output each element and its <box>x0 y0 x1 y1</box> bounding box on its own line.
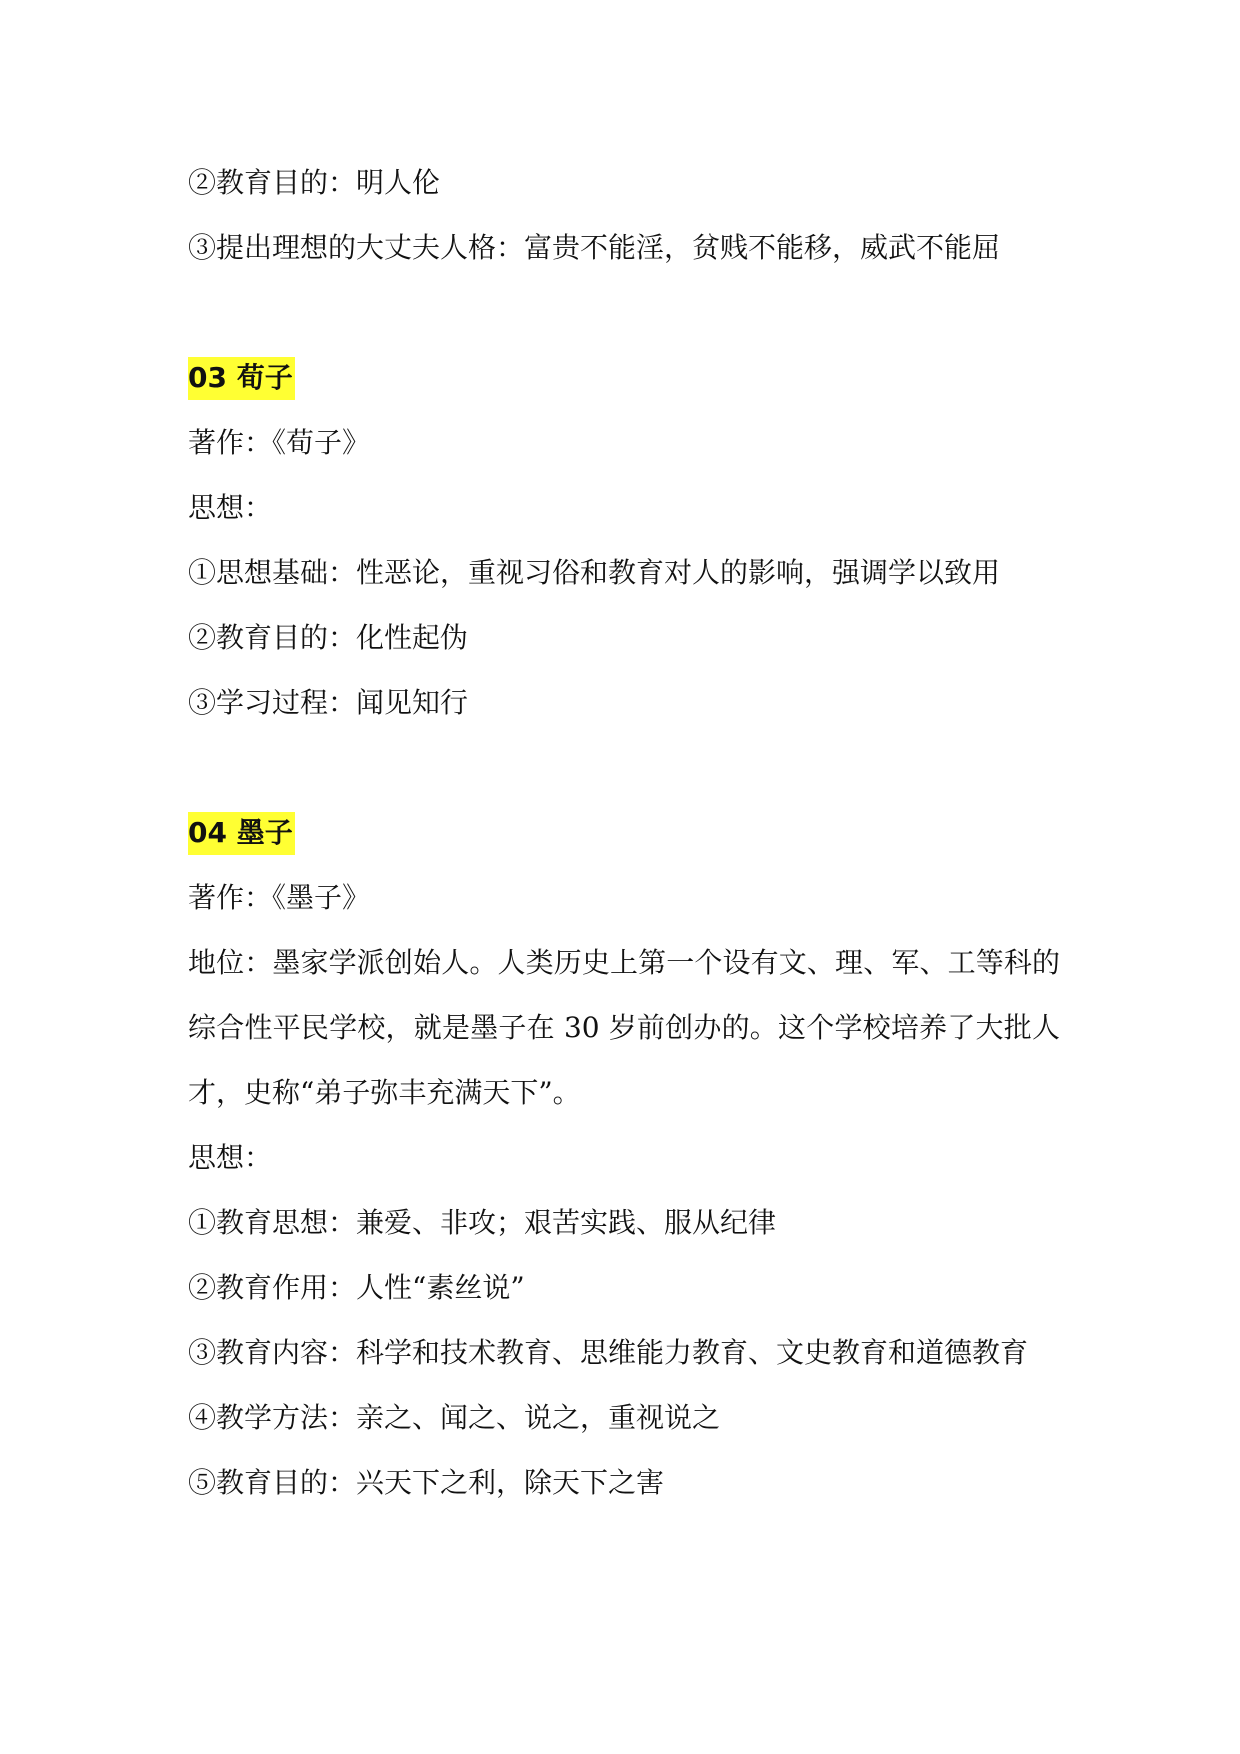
list-item: ②教育目的：化性起伪 <box>188 621 469 654</box>
list-item: ③提出理想的大丈夫人格：富贵不能淫，贫贱不能移，威武不能屈 <box>188 231 1001 264</box>
highlight-mark: 03 荀子 <box>188 357 295 400</box>
list-item: ③教育内容：科学和技术教育、思维能力教育、文史教育和道德教育 <box>188 1336 1029 1369</box>
list-item: ②教育目的：明人伦 <box>188 166 441 199</box>
list-item: ①教育思想：兼爱、非攻；艰苦实践、服从纪律 <box>188 1206 777 1239</box>
list-item: ①思想基础：性恶论，重视习俗和教育对人的影响，强调学以致用 <box>188 556 1001 589</box>
works-line: 著作：《荀子》 <box>188 426 371 459</box>
section-spacer <box>188 280 1068 345</box>
section-spacer <box>188 735 1068 800</box>
document-page <box>188 150 1068 1515</box>
works-line: 著作：《墨子》 <box>188 881 371 914</box>
status-paragraph: 地位：墨家学派创始人。人类历史上第一个设有文、理、军、工等科的综合性平民学校，就是墨子在 30 岁前创办的。这个学校培养了大批人才，史称“弟子弥丰充满天下”。 <box>188 946 1060 1109</box>
section-heading-xunzi <box>188 345 1068 410</box>
list-item: ②教育作用：人性“素丝说” <box>188 1271 525 1304</box>
list-item: ⑤教育目的：兴天下之利，除天下之害 <box>188 1466 665 1499</box>
list-item: ③学习过程：闻见知行 <box>188 686 469 719</box>
section-heading-mozi <box>188 800 1068 865</box>
thought-label: 思想： <box>188 1141 273 1174</box>
highlight-mark: 04 墨子 <box>188 812 295 855</box>
list-item: ④教学方法：亲之、闻之、说之，重视说之 <box>188 1401 721 1434</box>
thought-label: 思想： <box>188 491 273 524</box>
